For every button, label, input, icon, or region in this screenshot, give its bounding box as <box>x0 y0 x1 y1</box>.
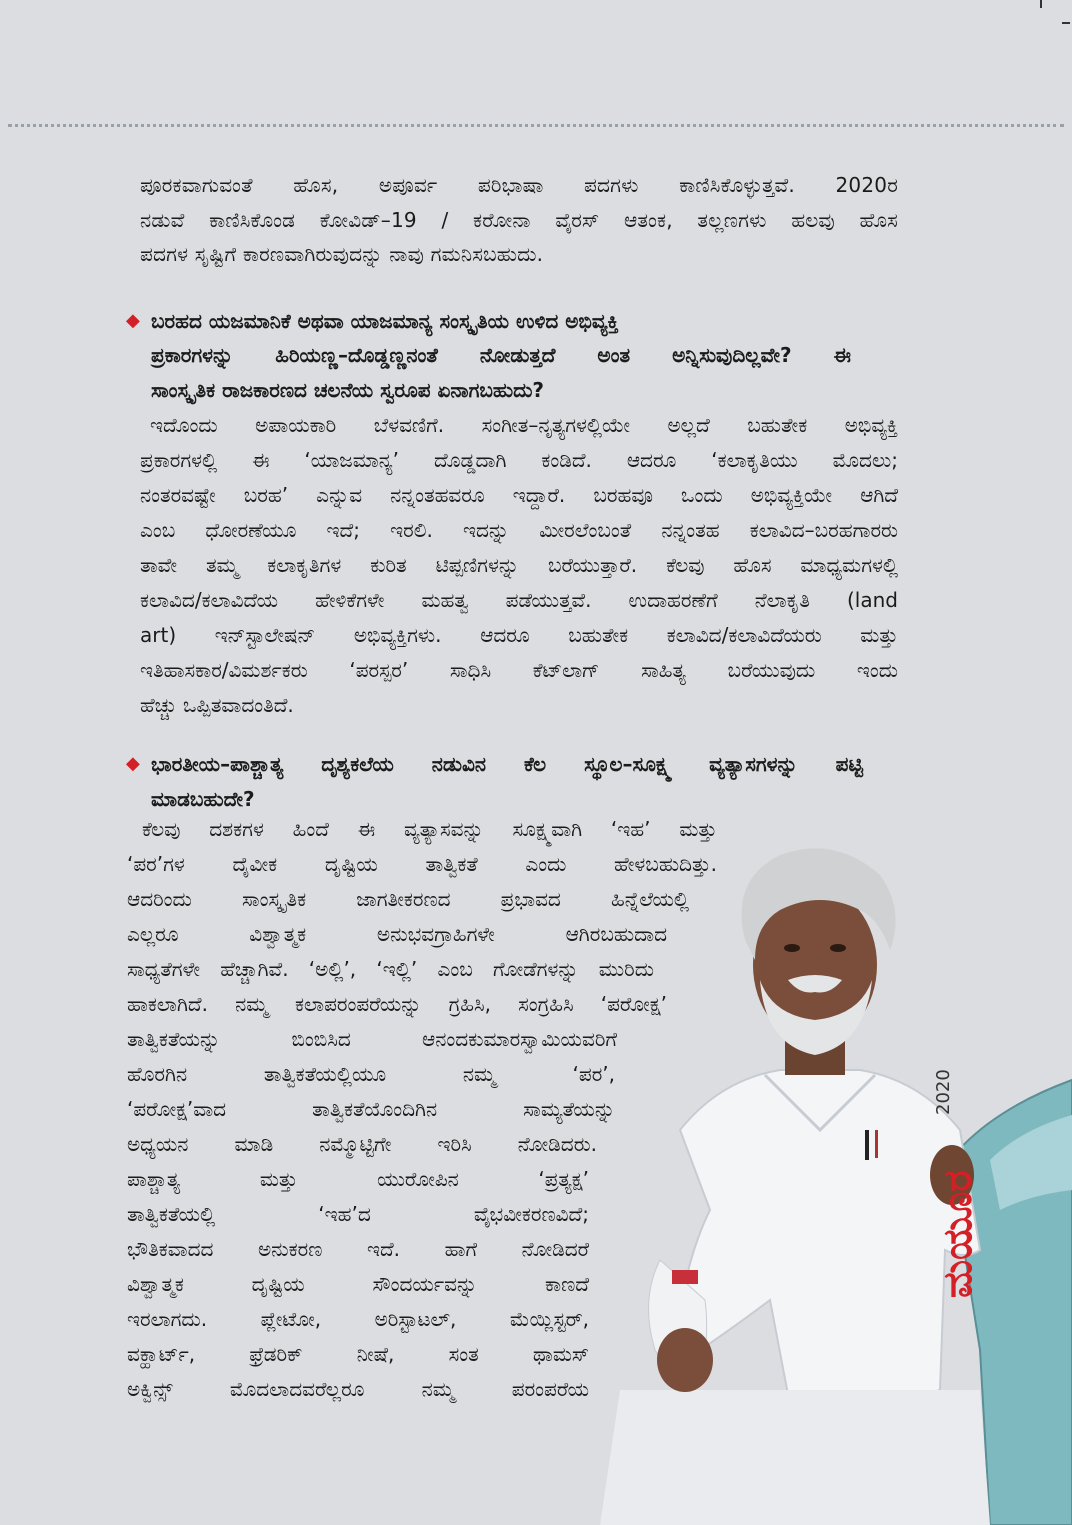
text-line: ನಂತರವಷ್ಟೇ ಬರಹ’ ಎನ್ನುವ ನನ್ನಂತಹವರೂ ಇದ್ದಾರೆ. ಬರಹವೂ ಒಂದು ಅಭಿವ್ಯಕ್ತಿಯೇ ಆಗಿದೆ <box>140 483 898 507</box>
magazine-logo: ಮಯೂರ <box>935 1170 981 1298</box>
crop-mark <box>1040 0 1042 8</box>
question-1-cont <box>151 338 851 407</box>
text-line: ಇರಲಾಗದು. ಪ್ಲೇಟೋ, ಅರಿಸ್ಟಾಟಲ್, ಮೆಯ್ಲಿಸ್ಟರ್, <box>127 1307 589 1331</box>
text-line: ಹಾಕಲಾಗಿದೆ. ನಮ್ಮ ಕಲಾಪರಂಪರೆಯನ್ನು ಗ್ರಹಿಸಿ, ಸಂಗ್ರಹಿಸಿ ‘ಪರೋಕ್ಷ’ <box>127 992 667 1016</box>
question-line: ಪ್ರಕಾರಗಳನ್ನು ಹಿರಿಯಣ್ಣ–ದೊಡ್ಡಣ್ಣನಂತೆ ನೋಡುತ್ತದೆ ಅಂತ ಅನ್ನಿಸುವುದಿಲ್ಲವೇ? ಈ <box>151 343 851 367</box>
question-line: ಸಾಂಸ್ಕೃತಿಕ ರಾಜಕಾರಣದ ಚಲನೆಯ ಸ್ವರೂಪ ಏನಾಗಬಹುದು? <box>151 377 545 402</box>
text-line: ತಾತ್ವಿಕತೆಯಲ್ಲಿ ‘ಇಹ’ದ ವೈಭವೀಕರಣವಿದೆ; <box>127 1202 589 1226</box>
margin-year: 2020 <box>933 1069 954 1115</box>
text-line: ಪೂರಕವಾಗುವಂತೆ ಹೊಸ, ಅಪೂರ್ವ ಪರಿಭಾಷಾ ಪದಗಳು ಕಾಣಿಸಿಕೊಳ್ಳುತ್ತವೆ. 2020ರ <box>140 173 898 197</box>
question-line: ಬರಹದ ಯಜಮಾನಿಕೆ ಅಥವಾ ಯಾಜಮಾನ್ಯ ಸಂಸ್ಕೃತಿಯ ಉಳಿದ ಅಭಿವ್ಯಕ್ತಿ <box>151 309 619 333</box>
text-line: ವಕ್ಹಾರ್ಟ್, ಫ್ರೆಡರಿಕ್ ನೀಷೆ, ಸಂತ ಥಾಮಸ್ <box>127 1342 589 1366</box>
question-2 <box>151 747 863 816</box>
question-1 <box>151 304 841 339</box>
answer-2 <box>127 812 717 1407</box>
bullet-diamond-icon: ◆ <box>126 753 140 774</box>
text-line: ‘ಪರೋಕ್ಷ’ವಾದ ತಾತ್ವಿಕತೆಯೊಂದಿಗಿನ ಸಾಮ್ಯತೆಯನ್ನು <box>127 1097 615 1121</box>
text-line: ಕೆಲವು ದಶಕಗಳ ಹಿಂದೆ ಈ ವ್ಯತ್ಯಾಸವನ್ನು ಸೂಕ್ಷ್ಮವಾಗಿ ‘ಇಹ’ ಮತ್ತು <box>142 817 717 841</box>
text-line: ಇತಿಹಾಸಕಾರ/ವಿಮರ್ಶಕರು ‘ಪರಸ್ಪರ’ ಸಾಧಿಸಿ ಕೆಟ್‌ಲಾಗ್ ಸಾಹಿತ್ಯ ಬರೆಯುವುದು ಇಂದು <box>140 658 898 682</box>
text-line: ಹೆಚ್ಚು ಒಪ್ಪಿತವಾದಂತಿದೆ. <box>140 693 294 717</box>
text-line: ನಡುವೆ ಕಾಣಿಸಿಕೊಂಡ ಕೋವಿಡ್–19 / ಕರೋನಾ ವೈರಸ್ ಆತಂಕ, ತಲ್ಲಣಗಳು ಹಲವು ಹೊಸ <box>140 207 898 232</box>
text-line: ಹೊರಗಿನ ತಾತ್ವಿಕತೆಯಲ್ಲಿಯೂ ನಮ್ಮ ‘ಪರ’, <box>127 1062 615 1086</box>
text-line: ಎಲ್ಲರೂ ವಿಶ್ವಾತ್ಮಕ ಅನುಭವಗ್ರಾಹಿಗಳೇ ಆಗಿರಬಹುದಾದ <box>127 922 667 946</box>
text-line: ಎಂಬ ಧೋರಣೆಯೂ ಇದೆ; ಇರಲಿ. ಇದನ್ನು ಮೀರಲೆಂಬಂತೆ ನನ್ನಂತಹ ಕಲಾವಿದ–ಬರಹಗಾರರು <box>140 518 898 542</box>
text-line: art) ಇನ್‌ಸ್ಟಾಲೇಷನ್ ಅಭಿವ್ಯಕ್ತಿಗಳು. ಆದರೂ ಬಹುತೇಕ ಕಲಾವಿದ/ಕಲಾವಿದೆಯರು ಮತ್ತು <box>140 623 898 647</box>
text-line: ಸಾಧ್ಯತೆಗಳೇ ಹೆಚ್ಚಾಗಿವೆ. ‘ಅಲ್ಲಿ’, ‘ಇಲ್ಲಿ’ ಎಂಬ ಗೋಡೆಗಳನ್ನು ಮುರಿದು <box>127 957 654 981</box>
question-line: ಭಾರತೀಯ–ಪಾಶ್ಚಾತ್ಯ ದೃಶ್ಯಕಲೆಯ ನಡುವಿನ ಕೆಲ ಸ್ಥೂಲ–ಸೂಕ್ಷ್ಮ ವ್ಯತ್ಯಾಸಗಳನ್ನು ಪಟ್ಟಿ <box>151 752 863 776</box>
text-line: ವಿಶ್ವಾತ್ಮಕ ದೃಷ್ಟಿಯ ಸೌಂದರ್ಯವನ್ನು ಕಾಣದೆ <box>127 1272 589 1296</box>
bullet-diamond-icon: ◆ <box>126 310 140 331</box>
text-line: ಪ್ರಕಾರಗಳಲ್ಲಿ ಈ ‘ಯಾಜಮಾನ್ಯ’ ದೊಡ್ಡದಾಗಿ ಕಂಡಿದೆ. ಆದರೂ ‘ಕಲಾಕೃತಿಯು ಮೊದಲು; <box>140 448 898 472</box>
text-line: ತಾತ್ವಿಕತೆಯನ್ನು ಬಿಂಬಿಸಿದ ಆನಂದಕುಮಾರಸ್ವಾಮಿಯವರಿಗೆ <box>127 1027 617 1051</box>
text-line: ಅಕ್ವಿನ್ಸ್ ಮೊದಲಾದವರೆಲ್ಲರೂ ನಮ್ಮ ಪರಂಪರೆಯ <box>127 1377 589 1401</box>
text-line: ಅಧ್ಯಯನ ಮಾಡಿ ನಮ್ಮೊಟ್ಟಿಗೇ ಇರಿಸಿ ನೋಡಿದರು. <box>127 1132 597 1156</box>
dotted-rule <box>8 124 1064 127</box>
text-line: ತಾವೇ ತಮ್ಮ ಕಲಾಕೃತಿಗಳ ಕುರಿತ ಟಿಪ್ಪಣಿಗಳನ್ನು ಬರೆಯುತ್ತಾರೆ. ಕೆಲವು ಹೊಸ ಮಾಧ್ಯಮಗಳಲ್ಲಿ <box>140 553 898 577</box>
question-line: ಮಾಡಬಹುದೇ? <box>151 786 255 811</box>
text-line: ಆದರಿಂದು ಸಾಂಸ್ಕೃತಿಕ ಜಾಗತೀಕರಣದ ಪ್ರಭಾವದ ಹಿನ್ನೆಲೆಯಲ್ಲಿ <box>127 887 689 911</box>
text-line: ‘ಪರ’ಗಳ ದೈವೀಕ ದೃಷ್ಟಿಯ ತಾತ್ವಿಕತೆ ಎಂದು ಹೇಳಬಹುದಿತ್ತು. <box>127 852 717 876</box>
answer-1 <box>140 408 898 723</box>
text-line: ಪಾಶ್ಚಾತ್ಯ ಮತ್ತು ಯುರೋಪಿನ ‘ಪ್ರತ್ಯಕ್ಷ’ <box>127 1167 589 1191</box>
text-line: ಇದೊಂದು ಅಪಾಯಕಾರಿ ಬೆಳವಣಿಗೆ. ಸಂಗೀತ–ನೃತ್ಯಗಳಲ್ಲಿಯೇ ಅಲ್ಲದೆ ಬಹುತೇಕ ಅಭಿವ್ಯಕ್ತಿ <box>150 413 898 437</box>
intro-paragraph <box>140 168 898 272</box>
crop-mark <box>1062 22 1070 24</box>
text-line: ಭೌತಿಕವಾದದ ಅನುಕರಣ ಇದೆ. ಹಾಗೆ ನೋಡಿದರೆ <box>127 1237 589 1261</box>
text-line: ಕಲಾವಿದ/ಕಲಾವಿದೆಯ ಹೇಳಿಕೆಗಳೇ ಮಹತ್ವ ಪಡೆಯುತ್ತವೆ. ಉದಾಹರಣೆಗೆ ನೆಲಾಕೃತಿ (land <box>140 588 898 612</box>
text-line: ಪದಗಳ ಸೃಷ್ಟಿಗೆ ಕಾರಣವಾಗಿರುವುದನ್ನು ನಾವು ಗಮನಿಸಬಹುದು. <box>140 242 544 266</box>
